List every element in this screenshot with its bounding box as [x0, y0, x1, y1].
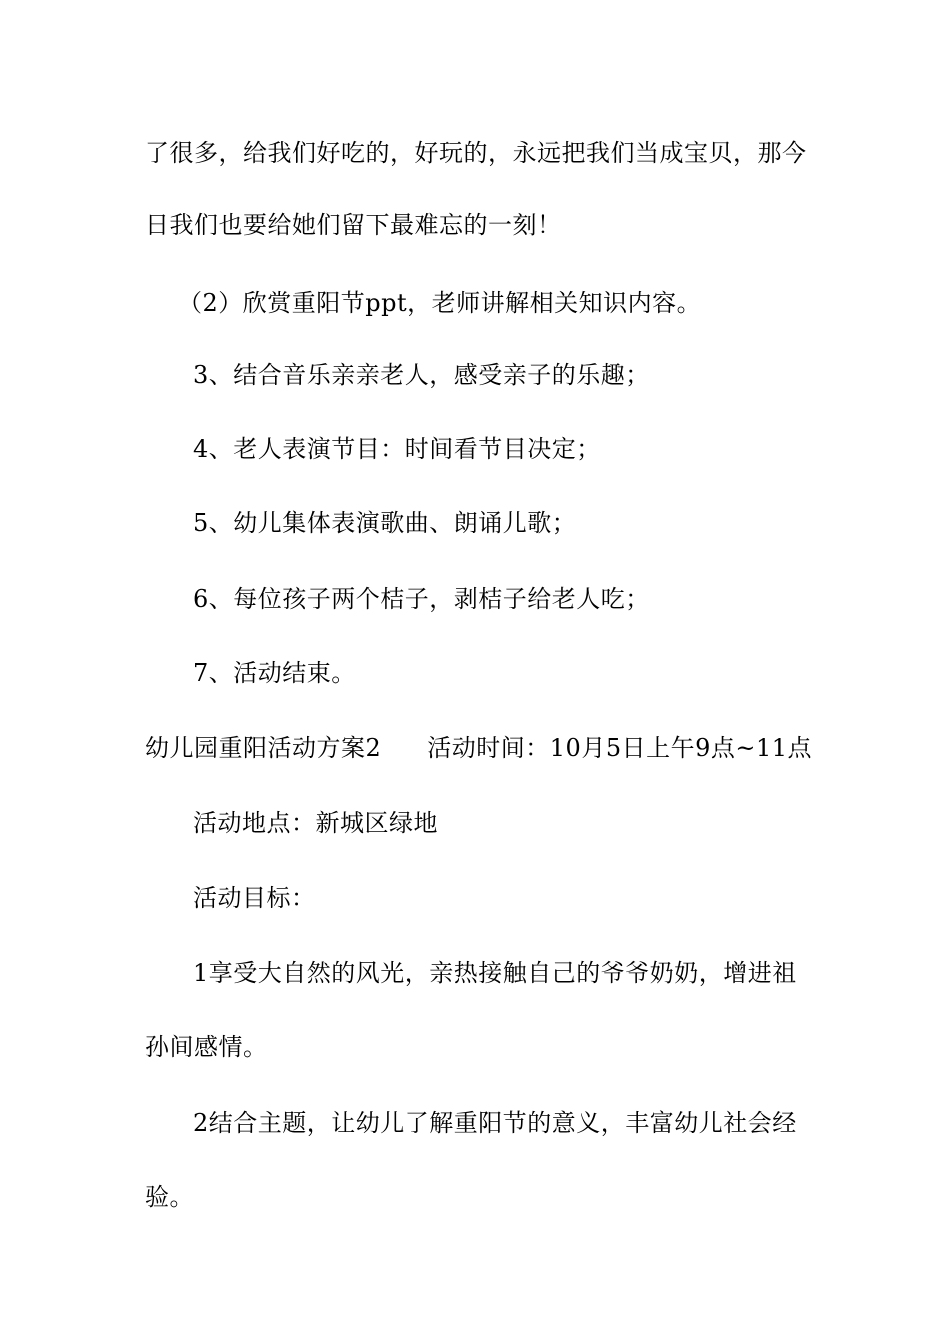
- paragraph-line: 了很多，给我们好吃的，好玩的，永远把我们当成宝贝，那今: [145, 139, 807, 167]
- goal-item-continued: 验。: [145, 1183, 194, 1211]
- list-item: 7、活动结束。: [193, 659, 356, 687]
- goal-item: 2结合主题，让幼儿了解重阳节的意义，丰富幼儿社会经: [193, 1109, 797, 1137]
- section-heading-line: [145, 733, 815, 763]
- paragraph-line: 日我们也要给她们留下最难忘的一刻！: [145, 211, 562, 239]
- list-item: 5、幼儿集体表演歌曲、朗诵儿歌；: [193, 509, 577, 537]
- goal-item-continued: 孙间感情。: [145, 1033, 268, 1061]
- list-item: 6、每位孩子两个桔子，剥桔子给老人吃；: [193, 585, 650, 613]
- section-title: 幼儿园重阳活动方案2: [145, 734, 382, 762]
- list-item: （2）欣赏重阳节ppt，老师讲解相关知识内容。: [178, 289, 702, 317]
- activity-time: 活动时间：10月5日上午9点~11点: [427, 734, 813, 762]
- goal-item: 1享受大自然的风光，亲热接触自己的爷爷奶奶，增进祖: [193, 959, 797, 987]
- activity-goals-heading: 活动目标：: [193, 884, 316, 912]
- activity-location: 活动地点：新城区绿地: [193, 809, 438, 837]
- list-item: 3、结合音乐亲亲老人，感受亲子的乐趣；: [193, 361, 650, 389]
- list-item: 4、老人表演节目：时间看节目决定；: [193, 435, 601, 463]
